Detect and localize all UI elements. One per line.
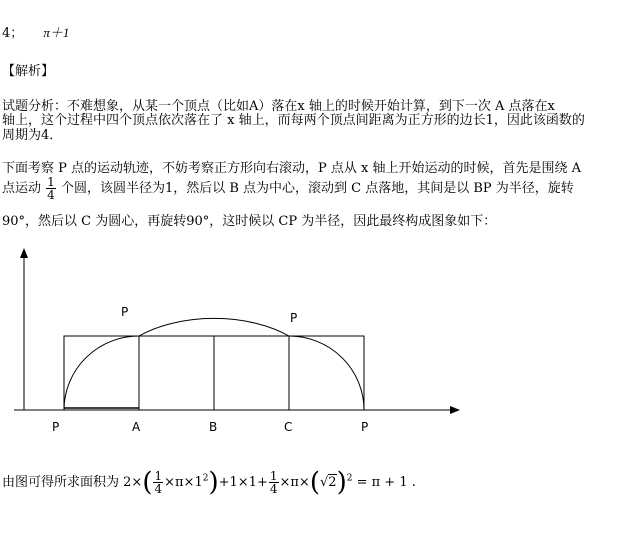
label-b: B: [209, 420, 218, 434]
trajectory-figure: [0, 240, 480, 440]
right-paren-2: ): [336, 467, 347, 498]
conclusion-mid1: ×π×1: [164, 475, 203, 490]
left-paren: (: [142, 467, 153, 498]
fraction-b-num: 1: [269, 469, 278, 483]
conclusion-mid3: ×π×: [279, 475, 310, 490]
fraction-a-num: 1: [154, 469, 163, 483]
square-2: [139, 336, 214, 410]
left-paren-2: (: [309, 467, 320, 498]
paragraph-line-2-post: 个圆，该圆半径为1，然后以 B 点为中心，滚动到 C 点落地，其间是以 BP 为半径，旋转: [60, 181, 574, 196]
label-p-end: P: [361, 420, 369, 434]
fraction-b-den: 4: [269, 482, 278, 496]
paragraph-line-3: 90°，然后以 C 为圆心，再旋转90°，这时候以 CP 为半径，因此最终构成图象如下：: [2, 214, 497, 229]
square-4: [289, 336, 364, 410]
analysis-line-1: 试题分析：不难想象，从某一个顶点（比如A）落在x 轴上的时候开始计算，到下一次 A 点落在x: [2, 99, 555, 114]
fraction-denominator: 4: [47, 188, 55, 202]
label-p-origin: P: [52, 420, 60, 434]
analysis-line-2: 轴上，这个过程中四个顶点依次落在了 x 轴上，而每两个顶点间距离为正方形的边长1，因此该函数的: [2, 113, 585, 128]
square-1: [64, 336, 139, 410]
conclusion-tail: = π + 1 .: [356, 475, 416, 490]
fraction-b: [269, 470, 279, 495]
conclusion-pre: 由图可得所求面积为: [2, 475, 120, 490]
fraction-a: [153, 470, 163, 495]
quarter-arc-around-a: [64, 336, 139, 410]
conclusion-line: [2, 467, 416, 498]
arc-around-b: [139, 318, 289, 336]
paragraph-line-2-pre: 点运动: [2, 181, 42, 196]
conclusion-two: 2×: [123, 475, 143, 490]
answer-expression: π＋1: [43, 25, 70, 40]
paragraph-line-1: 下面考察 P 点的运动轨迹，不妨考察正方形向右滚动，P 点从 x 轴上开始运动的时候，首先是围绕 A: [2, 161, 582, 176]
fraction-a-den: 4: [154, 482, 163, 496]
x-axis-arrow: [450, 406, 460, 414]
paragraph-line-2: [2, 176, 574, 201]
quarter-arc-around-c: [289, 336, 364, 410]
label-c: C: [284, 420, 293, 434]
right-paren: ): [208, 467, 219, 498]
exponent-b: 2: [346, 473, 353, 484]
fraction-one-quarter: [46, 176, 56, 201]
section-header: 【解析】: [2, 64, 55, 79]
label-p-top-left: P: [121, 305, 129, 319]
y-axis-arrow: [20, 248, 28, 258]
fraction-numerator: 1: [47, 175, 55, 189]
analysis-line-3: 周期为4．: [2, 128, 63, 143]
label-p-top-right: P: [290, 311, 298, 325]
sqrt-arg: 2: [328, 475, 337, 490]
sqrt-sign: √: [320, 475, 329, 490]
conclusion-mid2: +1×1+: [218, 475, 268, 490]
answer-prefix: 4；: [2, 26, 24, 41]
exponent-a: 2: [202, 473, 209, 484]
label-a: A: [132, 420, 141, 434]
square-3: [214, 336, 289, 410]
answer-line: [2, 22, 69, 41]
